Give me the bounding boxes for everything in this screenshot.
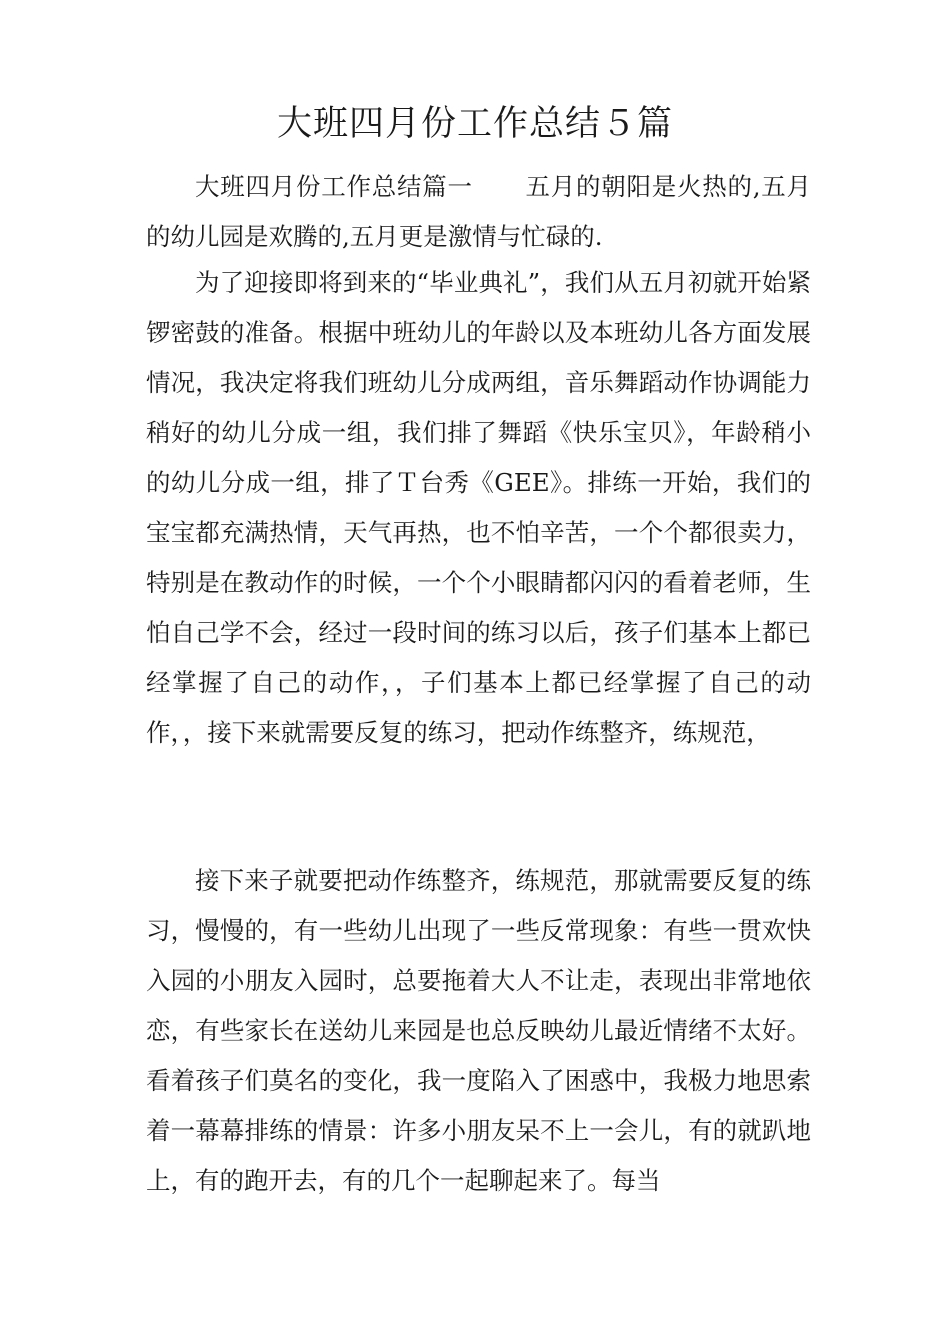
paragraph-1-text: 五月的朝阳是火热的,五月的幼儿园是欢腾的,五月更是激情与忙碌的. (146, 172, 811, 251)
document-title: 大班四月份工作总结５篇 (276, 104, 673, 144)
paragraph-3: 接下来子就要把动作练整齐，练规范，那就需要反复的练习，慢慢的，有一些幼儿出现了一些反常现象：有些一贯欢快入园的小朋友入园时，总要拖着大人不让走，表现出非常地依恋，有些家长在送幼儿来园是也总反映幼儿最近情绪不太好。看着孩子们莫名的变化，我一度陷入了困惑中，我极力地思索着一幕幕排练的情景：许多小朋友呆不上一会儿，有的就趴地上，有的跑开去，有的几个一起聊起来了。每当 (146, 866, 811, 1195)
paragraph-2: 为了迎接即将到来的“毕业典礼”，我们从五月初就开始紧锣密鼓的准备。根据中班幼儿的年龄以及本班幼儿各方面发展情况，我决定将我们班幼儿分成两组，音乐舞蹈动作协调能力稍好的幼儿分成一组，我们排了舞蹈《快乐宝贝》，年龄稍小的幼儿分成一组，排了Ｔ台秀《GEE》。排练一开始，我们的宝宝都充满热情，天气再热，也不怕辛苦，一个个都很卖力，特别是在教动作的时候，一个个小眼睛都闪闪的看着老师，生怕自己学不会，经过一段时间的练习以后，孩子们基本上都已经掌握了自己的动作，，子们基本上都已经掌握了自己的动作，，接下来就需要反复的练习，把动作练整齐，练规范， (146, 268, 811, 747)
paragraph-1 (146, 162, 811, 262)
section-heading: 大班四月份工作总结篇一 (195, 172, 473, 201)
